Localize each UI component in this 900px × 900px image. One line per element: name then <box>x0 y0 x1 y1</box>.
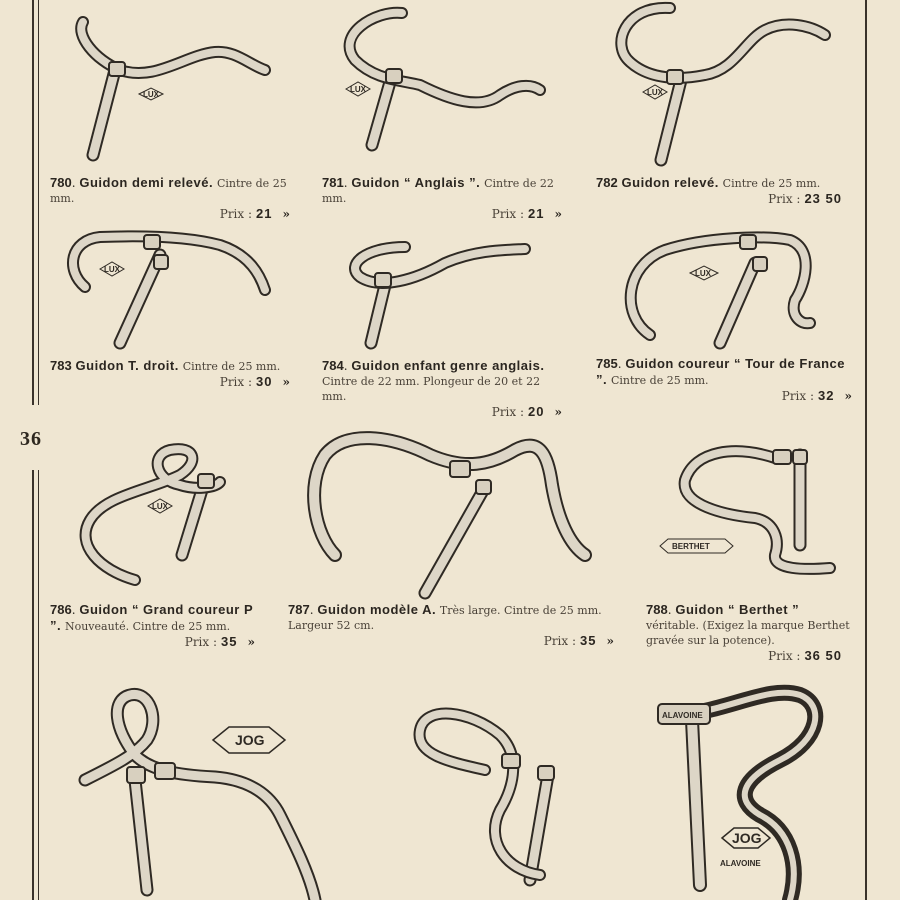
handlebar-787-illustration <box>300 425 600 600</box>
price-value: 21 <box>256 206 273 221</box>
item-description: Cintre de 22 mm. <box>322 177 554 205</box>
item-785-caption: 785. Guidon coureur “ Tour de France ”. Cintre de 25 mm. Prix : 32 » <box>596 356 852 403</box>
left-border-rule <box>32 0 34 405</box>
item-price: Prix : 35 » <box>543 633 614 648</box>
handlebar-784-illustration <box>345 235 540 350</box>
lux-logo: LUX <box>152 502 168 511</box>
handlebar-drop-illustration <box>410 700 570 885</box>
item-788-caption: 788. Guidon “ Berthet ” véritable. (Exigez la marque Berthet gravée sur la potence). Prix : 36 50 <box>646 602 852 664</box>
left-border-rule <box>38 0 39 405</box>
item-number: 786 <box>50 602 72 617</box>
item-number: 783 <box>50 358 72 373</box>
item-title: Guidon demi relevé. <box>79 175 214 190</box>
handlebar-785-illustration <box>615 225 830 355</box>
item-description: Nouveauté. Cintre de 25 mm. <box>64 620 231 633</box>
item-number: 781 <box>322 175 344 190</box>
price-value: 30 <box>256 374 273 389</box>
price-value: 36 50 <box>804 648 842 663</box>
item-price: Prix : 36 50 <box>768 648 842 663</box>
handlebar-782-illustration <box>605 0 835 165</box>
jog-logo: JOG <box>732 830 762 846</box>
item-number: 788 <box>646 602 668 617</box>
item-title: Guidon “ Berthet ” <box>675 602 800 617</box>
item-description: Très large. Cintre de 25 mm. Largeur 52 cm. <box>288 604 602 632</box>
handlebar-jog-illustration <box>75 685 330 900</box>
item-price: Prix : 21 » <box>219 206 290 221</box>
item-title: Guidon “ Anglais ”. <box>351 175 481 190</box>
lux-logo: LUX <box>104 265 120 274</box>
item-price: Prix : 30 » <box>219 374 290 389</box>
item-description: Cintre de 25 mm. <box>722 177 821 190</box>
alavoine-logo: ALAVOINE <box>720 859 761 868</box>
item-781-caption: 781. Guidon “ Anglais ”. Cintre de 22 mm. Prix : 21 » <box>322 175 562 221</box>
item-title: Guidon modèle A. <box>317 602 437 617</box>
item-783-caption <box>50 358 290 390</box>
price-value: 35 <box>221 634 238 649</box>
right-border-rule <box>865 0 867 900</box>
item-786-caption: 786. Guidon “ Grand coureur P ”. Nouveauté. Cintre de 25 mm. Prix : 35 » <box>50 602 255 649</box>
lux-logo: LUX <box>143 90 159 99</box>
price-value: 20 <box>528 404 545 419</box>
item-number: 784 <box>322 358 344 373</box>
item-number: 780 <box>50 175 72 190</box>
handlebar-780-illustration <box>65 10 280 160</box>
item-description: Cintre de 25 mm. <box>610 374 709 387</box>
item-number: 787 <box>288 602 310 617</box>
price-value: 21 <box>528 206 545 221</box>
lux-logo: LUX <box>695 269 711 278</box>
price-value: 23 50 <box>804 191 842 206</box>
item-price: Prix : 20 » <box>491 404 562 419</box>
handlebar-alavoine-illustration <box>650 680 850 900</box>
lux-logo: LUX <box>350 85 366 94</box>
handlebar-781-illustration <box>330 5 550 155</box>
item-number: 785 <box>596 356 618 371</box>
item-784-caption: 784. Guidon enfant genre anglais. Cintre de 22 mm. Plongeur de 20 et 22 mm. Prix : 20 » <box>322 358 562 419</box>
jog-logo: JOG <box>235 732 265 748</box>
item-787-caption: 787. Guidon modèle A. Très large. Cintre de 25 mm. Largeur 52 cm. Prix : 35 » <box>288 602 614 648</box>
item-title: Guidon coureur “ Tour de France ”. <box>596 356 846 387</box>
berthet-logo: BERTHET <box>672 542 710 551</box>
handlebar-786-illustration <box>70 440 235 590</box>
handlebar-783-illustration <box>60 225 280 355</box>
item-price: Prix : 21 » <box>491 206 562 221</box>
alavoine-stem-engraving: ALAVOINE <box>662 711 703 720</box>
item-title: Guidon “ Grand coureur P ”. <box>50 602 253 633</box>
price-value: 35 <box>580 633 597 648</box>
item-price: Prix : 32 » <box>781 388 852 403</box>
item-price: Prix : 23 50 <box>768 191 842 206</box>
left-border-rule <box>32 470 34 900</box>
item-title: Guidon relevé. <box>621 175 719 190</box>
item-number: 782 <box>596 175 618 190</box>
left-border-rule <box>38 470 39 900</box>
item-price: Prix : 35 » <box>184 634 255 649</box>
item-782-caption <box>596 175 852 207</box>
item-description: véritable. (Exigez la marque Berthet gravée sur la potence). <box>646 619 850 647</box>
item-780-caption: 780. Guidon demi relevé. Cintre de 25 mm. Prix : 21 » <box>50 175 290 221</box>
page-number: 36 <box>20 428 42 450</box>
item-title: Guidon T. droit. <box>75 358 179 373</box>
item-description: Cintre de 25 mm. <box>50 177 287 205</box>
item-title: Guidon enfant genre anglais. <box>351 358 545 373</box>
item-description: Cintre de 22 mm. Plongeur de 20 et 22 mm. <box>322 375 541 403</box>
lux-logo: LUX <box>647 88 663 97</box>
price-value: 32 <box>818 388 835 403</box>
handlebar-788-illustration <box>655 440 840 585</box>
item-description: Cintre de 25 mm. <box>182 360 281 373</box>
